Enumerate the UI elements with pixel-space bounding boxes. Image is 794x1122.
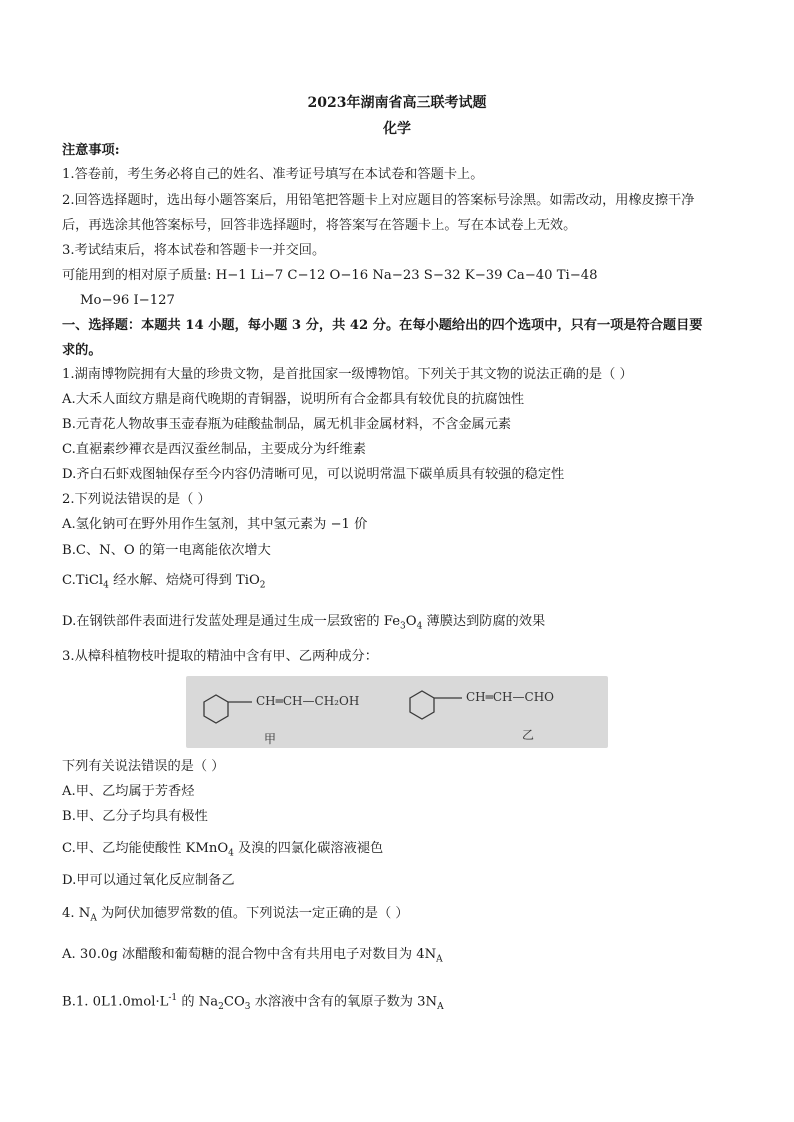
notes-heading: 注意事项: [62,143,120,158]
q2-option-a: A.氢化钠可在野外用作生氢剂，其中氢元素为 −1 价 [62,517,368,532]
benzene-rings [186,676,608,748]
q1-option-c: C.直裾素纱襌衣是西汉蚕丝制品，主要成分为纤维素 [62,442,366,457]
atomic-masses-line-1: 可能用到的相对原子质量: H−1 Li−7 C−12 O−16 Na−23 S−32 K−39 Ca−40 Ti−48 [62,268,598,283]
q2-stem: 2.下列说法错误的是（ ） [62,492,211,507]
q2-option-b: B.C、N、O 的第一电离能依次增大 [62,543,271,558]
q3-question: 下列有关说法错误的是（ ） [62,759,225,774]
structure-a-formula: CH═CH—CH₂OH [256,694,360,708]
q3-option-d: D.甲可以通过氧化反应制备乙 [62,873,235,888]
q3-stem: 3.从樟科植物枝叶提取的精油中含有甲、乙两种成分： [62,649,378,664]
structure-b-label: 乙 [522,728,535,742]
q2-option-c: C.TiCl$_4$ 经水解、焙烧可得到 TiO$_2$ [62,573,266,591]
q1-stem: 1.湖南博物院拥有大量的珍贵文物，是首批国家一级博物馆。下列关于其文物的说法正确的是（ ） [62,367,633,382]
benzene-ring-icon [204,695,228,723]
benzene-ring-icon [410,691,434,719]
exam-subject: 化学 [383,121,411,137]
q4-option-b: B.1. $0L1.0mol\cdot L^{-1}$ 的 $Na_2CO_3$ 水溶液中含有的氧原子数为 $3N_A$ [62,993,444,1013]
structure-figure [186,676,608,748]
note-item-2-cont: 后，再选涂其他答案标号，回答非选择题时，将答案写在答题卡上。写在本试卷上无效。 [62,218,577,233]
section-heading-cont: 求的。 [62,343,102,358]
q4-stem: 4. $N_A$ 为阿伏加德罗常数的值。下列说法一定正确的是（ ） [62,906,409,924]
note-item-1: 1.答卷前，考生务必将自己的姓名、准考证号填写在本试卷和答题卡上。 [62,167,484,182]
q3-option-a: A.甲、乙均属于芳香烃 [62,784,195,799]
note-item-2: 2.回答选择题时，选出每小题答案后，用铅笔把答题卡上对应题目的答案标号涂黑。如需改动，用橡皮擦干净 [62,193,695,208]
structure-b-formula: CH═CH—CHO [466,690,555,704]
atomic-masses-line-2: Mo−96 I−127 [80,293,175,308]
q4-option-a: A. 30.0g 冰醋酸和葡萄糖的混合物中含有共用电子对数目为 $4N_A$ [62,947,443,965]
q3-option-b: B.甲、乙分子均具有极性 [62,809,208,824]
exam-title: 2023年湖南省高三联考试题 [307,95,487,111]
structure-a-label: 甲 [264,732,277,746]
q3-option-c: C.甲、乙均能使酸性 KMnO$_4$ 及溴的四氯化碳溶液褪色 [62,841,384,859]
section-heading: 一、选择题：本题共 14 小题，每小题 3 分，共 42 分。在每小题给出的四个选项中，只有一项是符合题目要 [62,318,703,333]
q1-option-d: D.齐白石虾戏图轴保存至今内容仍清晰可见，可以说明常温下碳单质具有较强的稳定性 [62,467,565,482]
q1-option-a: A.大禾人面纹方鼎是商代晚期的青铜器，说明所有合金都具有较优良的抗腐蚀性 [62,392,525,407]
note-item-3: 3.考试结束后，将本试卷和答题卡一并交回。 [62,243,326,258]
q2-option-d: D.在钢铁部件表面进行发蓝处理是通过生成一层致密的 $Fe_3O_4$ 薄膜达到防腐的效果 [62,614,546,632]
q1-option-b: B.元青花人物故事玉壶春瓶为硅酸盐制品，属无机非金属材料，不含金属元素 [62,417,512,432]
